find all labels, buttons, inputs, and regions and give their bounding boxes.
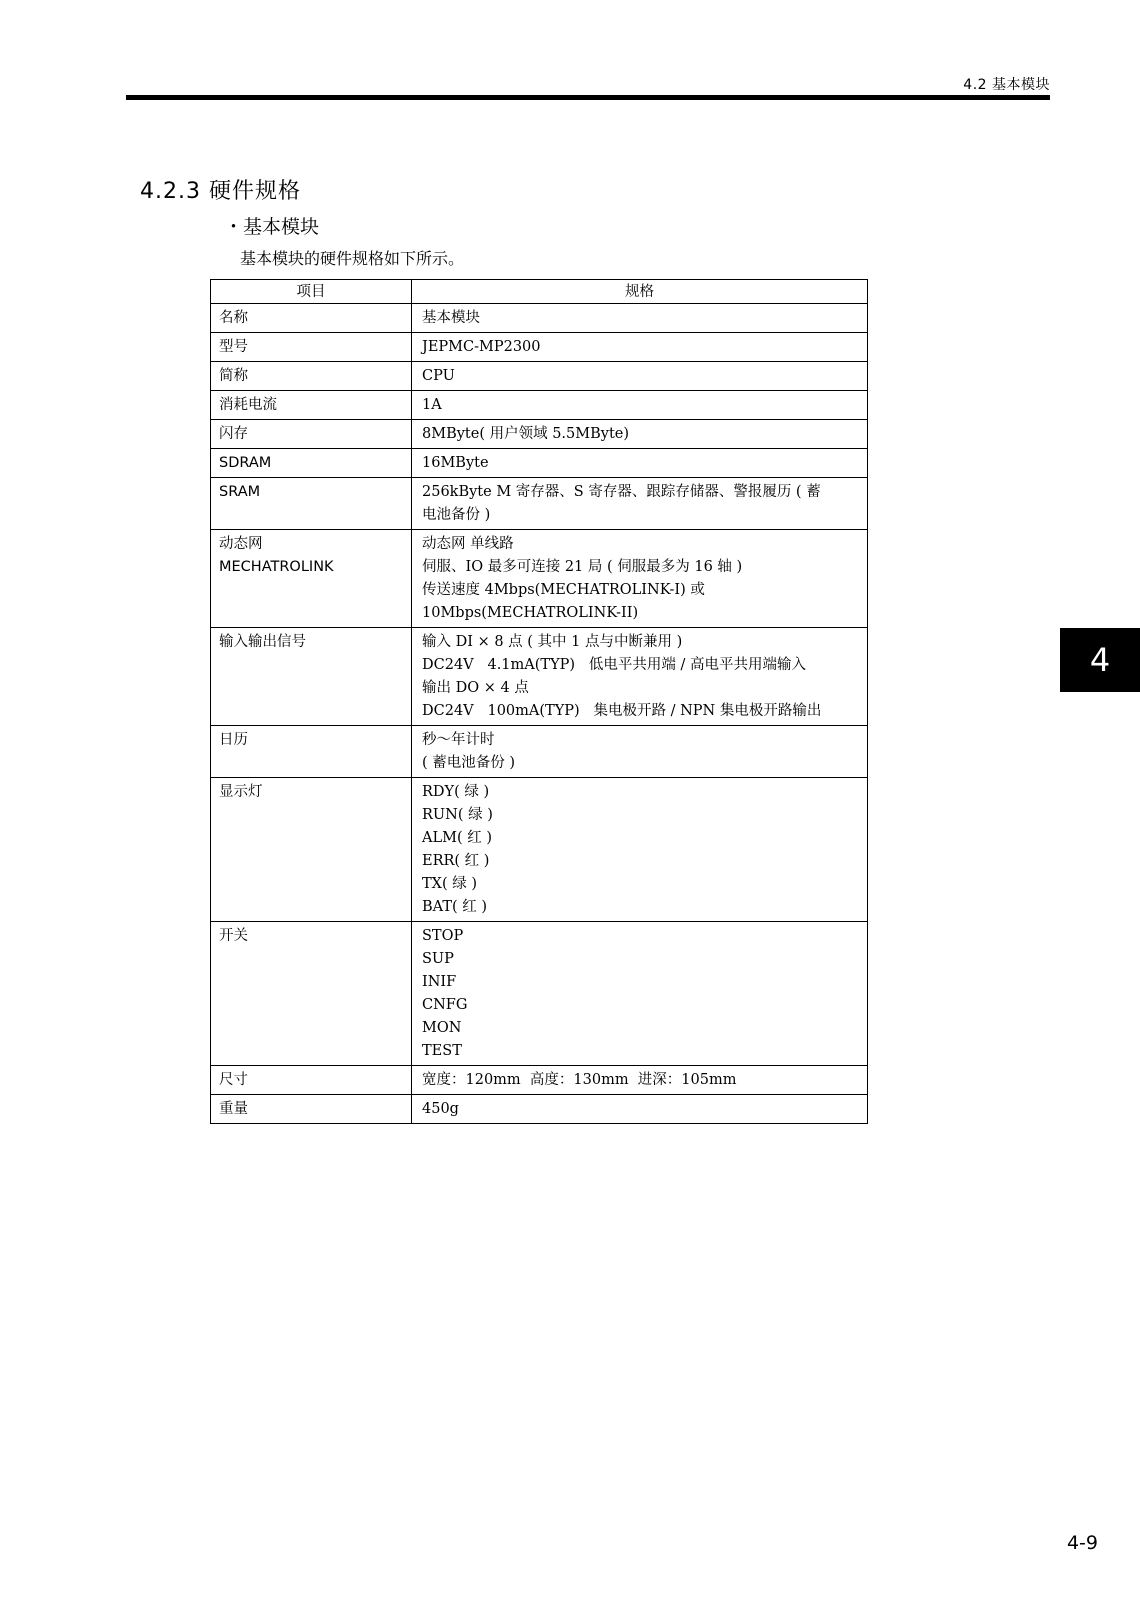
spec-line: MON	[422, 1020, 462, 1036]
table-header-row	[211, 280, 868, 304]
spec-line: 秒～年计时	[422, 732, 495, 748]
item-line: 闪存	[219, 426, 248, 442]
row-item-cell	[211, 530, 412, 628]
spec-line: TX( 绿 )	[422, 876, 478, 892]
spec-line: INIF	[422, 974, 457, 990]
spec-line: CPU	[422, 368, 455, 384]
spec-line: STOP	[422, 928, 464, 944]
spec-line: 8MByte( 用户领域 5.5MByte)	[422, 426, 630, 442]
spec-line: ALM( 红 )	[422, 830, 492, 846]
row-item-cell	[211, 391, 412, 420]
row-spec-cell	[412, 530, 868, 628]
row-spec-cell	[412, 628, 868, 726]
row-spec-cell	[412, 726, 868, 778]
item-line: 尺寸	[219, 1072, 248, 1088]
spec-line: 基本模块	[422, 310, 480, 326]
item-line: 重量	[219, 1101, 248, 1117]
item-line: 显示灯	[219, 784, 263, 800]
table-row	[211, 922, 868, 1066]
header-rule	[126, 95, 1050, 100]
table-row	[211, 362, 868, 391]
running-header: 4.2 基本模块	[963, 77, 1050, 93]
spec-line: TEST	[422, 1043, 462, 1059]
spec-table-body	[211, 304, 868, 1124]
row-item-cell	[211, 478, 412, 530]
row-item-cell	[211, 922, 412, 1066]
row-item-cell	[211, 778, 412, 922]
spec-line: 伺服、IO 最多可连接 21 局 ( 伺服最多为 16 轴 )	[422, 559, 743, 575]
spec-line: 256kByte M 寄存器、S 寄存器、跟踪存储器、警报履历 ( 蓄	[422, 484, 821, 500]
row-item-cell	[211, 449, 412, 478]
table-row	[211, 530, 868, 628]
row-spec-cell	[412, 304, 868, 333]
spec-line: 输入 DI × 8 点 ( 其中 1 点与中断兼用 )	[422, 634, 683, 650]
table-row	[211, 478, 868, 530]
spec-line: 宽度：120mm 高度：130mm 进深：105mm	[422, 1072, 737, 1088]
table-row	[211, 1066, 868, 1095]
row-spec-cell	[412, 778, 868, 922]
item-line: 名称	[219, 310, 248, 326]
section-title: 4.2.3 硬件规格	[140, 179, 301, 204]
item-line: 动态网	[219, 536, 263, 552]
item-line: MECHATROLINK	[219, 559, 334, 575]
subsection-title: ・基本模块	[224, 216, 320, 238]
row-spec-cell	[412, 391, 868, 420]
spec-line: CNFG	[422, 997, 468, 1013]
row-item-cell	[211, 362, 412, 391]
row-item-cell	[211, 1066, 412, 1095]
table-row	[211, 333, 868, 362]
table-row	[211, 304, 868, 333]
spec-line: BAT( 红 )	[422, 899, 488, 915]
table-row	[211, 391, 868, 420]
item-line: 消耗电流	[219, 397, 277, 413]
page-number: 4-9	[1066, 1532, 1098, 1554]
table-row	[211, 1095, 868, 1124]
spec-line: ERR( 红 )	[422, 853, 490, 869]
row-spec-cell	[412, 333, 868, 362]
intro-text: 基本模块的硬件规格如下所示。	[240, 249, 465, 268]
spec-line: DC24V 100mA(TYP) 集电极开路 / NPN 集电极开路输出	[422, 703, 822, 719]
row-spec-cell	[412, 420, 868, 449]
table-row	[211, 420, 868, 449]
item-line: 开关	[219, 928, 248, 944]
item-line: 简称	[219, 368, 248, 384]
row-item-cell	[211, 628, 412, 726]
spec-line: 动态网 单线路	[422, 536, 514, 552]
item-line: 型号	[219, 339, 248, 355]
spec-line: 输出 DO × 4 点	[422, 680, 529, 696]
row-spec-cell	[412, 1066, 868, 1095]
spec-line: 16MByte	[422, 455, 489, 471]
row-spec-cell	[412, 1095, 868, 1124]
spec-line: 1A	[422, 397, 442, 413]
row-item-cell	[211, 1095, 412, 1124]
spec-line: SUP	[422, 951, 454, 967]
row-spec-cell	[412, 922, 868, 1066]
spec-line: DC24V 4.1mA(TYP) 低电平共用端 / 高电平共用端输入	[422, 657, 806, 673]
item-line: 输入输出信号	[219, 634, 306, 650]
row-item-cell	[211, 333, 412, 362]
spec-line: RUN( 绿 )	[422, 807, 493, 823]
row-spec-cell	[412, 449, 868, 478]
spec-line: 电池备份 )	[422, 507, 491, 523]
spec-line: ( 蓄电池备份 )	[422, 755, 516, 771]
table-row	[211, 628, 868, 726]
item-line: 日历	[219, 732, 248, 748]
spec-line: 传送速度 4Mbps(MECHATROLINK-I) 或	[422, 582, 705, 598]
spec-table	[210, 279, 868, 1124]
table-row	[211, 449, 868, 478]
row-spec-cell	[412, 362, 868, 391]
row-item-cell	[211, 420, 412, 449]
spec-line: 10Mbps(MECHATROLINK-II)	[422, 605, 639, 621]
row-spec-cell	[412, 478, 868, 530]
item-line: SRAM	[219, 484, 261, 500]
header-item: 项目	[211, 280, 412, 304]
row-item-cell	[211, 304, 412, 333]
row-item-cell	[211, 726, 412, 778]
chapter-tab: 4	[1060, 628, 1140, 692]
table-row	[211, 726, 868, 778]
table-row	[211, 778, 868, 922]
item-line: SDRAM	[219, 455, 272, 471]
header-spec: 规格	[412, 280, 868, 304]
spec-line: 450g	[422, 1101, 459, 1117]
spec-line: JEPMC-MP2300	[422, 339, 541, 355]
spec-line: RDY( 绿 )	[422, 784, 490, 800]
